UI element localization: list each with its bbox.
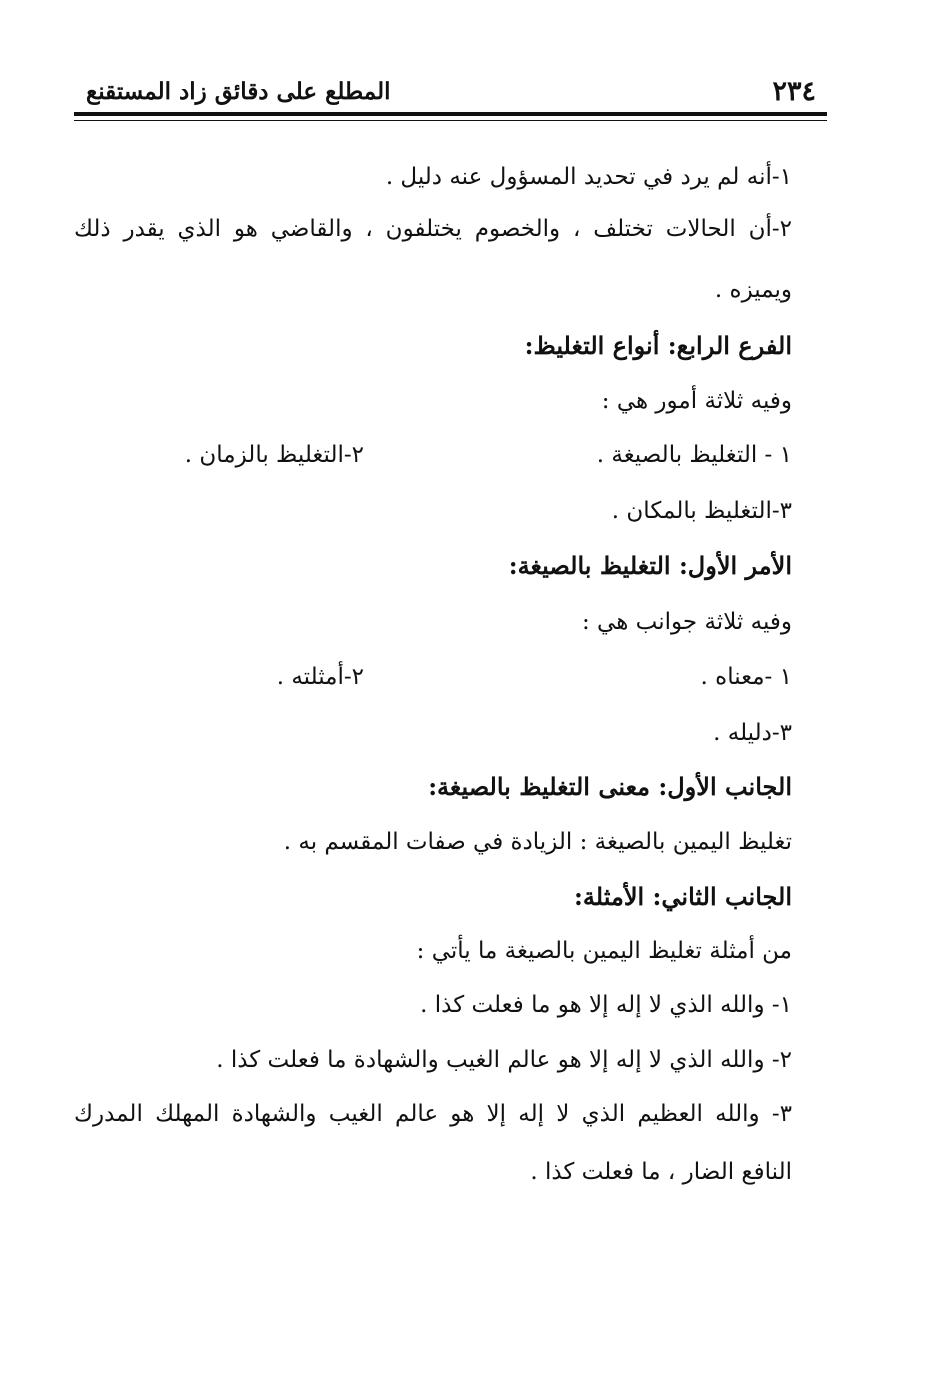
- section-heading: الأمر الأول: التغليظ بالصيغة:: [508, 551, 792, 580]
- page-number: ٢٣٤: [772, 76, 816, 107]
- list-item: ٢-التغليظ بالزمان .: [184, 442, 364, 468]
- list-item: ٣-دليله .: [713, 720, 792, 746]
- section-heading: الفرع الرابع: أنواع التغليظ:: [524, 331, 792, 360]
- list-item: ٢-أمثلته .: [276, 664, 364, 690]
- header-rule-thick: [74, 112, 827, 116]
- page-header: [76, 72, 826, 112]
- header-rule-thin: [74, 120, 827, 121]
- list-item: ١ - التغليظ بالصيغة .: [596, 442, 792, 468]
- section-heading: الجانب الثاني: الأمثلة:: [574, 882, 792, 911]
- list-item: ١- والله الذي لا إله إلا هو ما فعلت كذا .: [420, 992, 792, 1018]
- running-title: المطلع على دقائق زاد المستقنع: [86, 78, 391, 105]
- list-item: ٢- والله الذي لا إله إلا هو عالم الغيب والشهادة ما فعلت كذا .: [216, 1047, 792, 1073]
- text-line: وفيه ثلاثة جوانب هي :: [582, 609, 792, 635]
- list-item: ٣- والله العظيم الذي لا إله إلا هو عالم الغيب والشهادة المهلك المدرك: [74, 1101, 792, 1127]
- text-line: وفيه ثلاثة أمور هي :: [601, 388, 792, 414]
- text-line: ١-أنه لم يرد في تحديد المسؤول عنه دليل .: [385, 164, 792, 190]
- list-item: ١ -معناه .: [700, 664, 792, 690]
- section-heading: الجانب الأول: معنى التغليظ بالصيغة:: [428, 772, 792, 801]
- text-line: ويميزه .: [714, 277, 792, 303]
- text-line: ٢-أن الحالات تختلف ، والخصوم يختلفون ، والقاضي هو الذي يقدر ذلك: [74, 216, 792, 242]
- text-line: من أمثلة تغليظ اليمين بالصيغة ما يأتي :: [416, 938, 792, 964]
- text-line: تغليظ اليمين بالصيغة : الزيادة في صفات المقسم به .: [283, 829, 792, 855]
- text-line: النافع الضار ، ما فعلت كذا .: [530, 1159, 792, 1185]
- list-item: ٣-التغليظ بالمكان .: [611, 498, 792, 524]
